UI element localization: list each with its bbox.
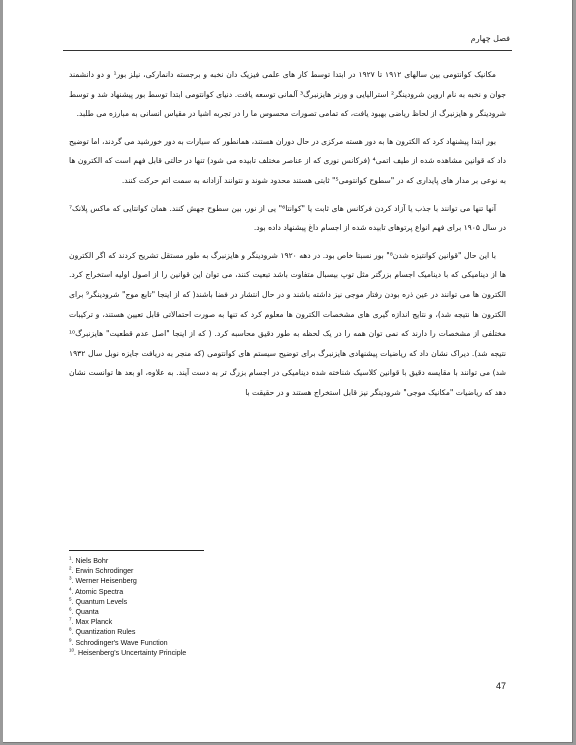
footnote-number: 2 bbox=[69, 565, 72, 571]
footnote-item bbox=[69, 648, 186, 658]
footnote-item bbox=[69, 576, 186, 586]
footnote-number: 5 bbox=[69, 596, 72, 602]
header-divider bbox=[63, 50, 512, 51]
footnote-item bbox=[69, 587, 186, 597]
footnote-item bbox=[69, 638, 186, 648]
body-text bbox=[69, 65, 506, 411]
footnote-text: . Erwin Schrodinger bbox=[71, 567, 134, 576]
page-number: 47 bbox=[495, 681, 506, 691]
footnote-number: 10 bbox=[69, 647, 75, 653]
paragraph-2: بور ابتدا پیشنهاد کرد که الکترون ها به دور هسته مرکزی در حال دوران هستند، همانطور که سیارات به دور خورشید می گردند، اما توضیح داد که قوانین مشاهده شده از طیف اتمی⁴ (فرکانس نوری که از عناصر مختلف تابیده می شود) تنها در حالتی قابل فهم است که الکترون ها به نوعی بر مدار های پایداری که در "سطوح کوانتومی⁵" ثابتی هستند محدود شوند و نتوانند آزادانه به سمت اتم حرکت کنند. bbox=[69, 136, 506, 185]
footnotes-list bbox=[69, 556, 186, 658]
footnote-number: 8 bbox=[69, 627, 72, 633]
footnote-number: 6 bbox=[69, 606, 72, 612]
paragraph-1: مکانیک کوانتومی بین سالهای ۱۹۱۲ تا ۱۹۲۷ در ابتدا توسط کار های علمی فیزیک دان نخبه و برجسته دانمارکی، نیلز بور¹ و دو دانشمند جوان و نخبه به نام اروین شرودینگر² استرالیایی و ورنر هایزنبرگ³ آلمانی توسعه یافت. دنیای کوانتومی ابتدا توسط بور پیشنهاد شد و توسط شرودینگر و هایزنبرگ از لحاظ ریاضی بهبود یافت، که تمامی تصورات محسوس ما را در تجربه اشیا در مقیاس انسانی به مبارزه می طلبد. bbox=[69, 70, 506, 119]
footnote-text: . Schrodinger's Wave Function bbox=[71, 638, 168, 647]
footnote-number: 7 bbox=[69, 616, 72, 622]
footnote-item bbox=[69, 607, 186, 617]
footnote-item bbox=[69, 627, 186, 637]
footnote-text: . Quantum Levels bbox=[71, 597, 128, 606]
footnote-divider bbox=[69, 550, 204, 551]
footnote-item bbox=[69, 617, 186, 627]
footnote-number: 1 bbox=[69, 555, 72, 561]
footnote-text: . Heisenberg's Uncertainty Principle bbox=[74, 648, 187, 657]
footnote-item bbox=[69, 597, 186, 607]
footnote-text: . Niels Bohr bbox=[71, 557, 109, 565]
footnote-item bbox=[69, 556, 186, 566]
footnote-text: . Quanta bbox=[71, 608, 99, 617]
footnote-item bbox=[69, 566, 186, 576]
footnote-number: 4 bbox=[69, 586, 72, 592]
chapter-header: فصل چهارم bbox=[470, 34, 510, 43]
document-page bbox=[3, 0, 573, 743]
footnote-number: 3 bbox=[69, 576, 72, 582]
footnote-text: . Atomic Spectra bbox=[71, 587, 124, 596]
paragraph-4: با این حال "قوانین کوانتیزه شدن⁸" بور نسبتا خاص بود. در دهه ۱۹۲۰ شرودینگر و هایزنبرگ به طور مستقل تشریح کردند که اگر الکترون ها از دینامیکی که با دینامیک اجسام بزرگتر مثل توپ بیسبال متفاوت باشد تبعیت کنند، می توان این قوانین را از اصول اولیه استخراج کرد. الکترون ها می توانند در عین ذره بودن رفتار موجی نیز داشته باشند و در حال انتشار در فضا باشند( که از اینجا "تابع موج" شرودینگر⁹ برای الکترون ها نتیجه شد)، و نتایج اندازه گیری های مشخصات الکترون ها معلوم کرد که تنها به صورت احتمالاتی قابل تعیین هستند، و ترکیبات مختلفی از مشخصات را دارند که نمی توان همه را در یک لحظه به طور دقیق محاسبه کرد. ( که از اینجا "اصل عدم قطعیت" هایزنبرگ¹⁰ نتیجه شد). دیراک نشان داد که ریاضیات پیشنهادی هایزنبرگ برای توضیح سیستم های کوانتومی (که منجر به دریافت جایزه نوبل سال ۱۹۳۲ شد) می توانند با مقایسه دقیق با قوانین کلاسیک شناخته شده دینامیکی در اجسام بزرگ تر به دست آیند. به علاوه، او بعد ها توانست نشان دهد که ریاضیات "مکانیک موجی" شرودینگر نیز قابل استخراج هستند و در حقیقت با bbox=[69, 250, 506, 397]
footnote-text: . Max Planck bbox=[71, 618, 113, 627]
footnote-number: 9 bbox=[69, 637, 72, 643]
footnote-text: . Werner Heisenberg bbox=[71, 577, 137, 586]
paragraph-3: آنها تنها می توانند با جذب یا آزاد کردن فرکانس های ثابت یا "کوانتا⁶" یی از نور، بین سطوح جهش کنند. همان کوانتایی که ماکس پلانک⁷ در سال ۱۹۰۵ برای فهم انواع پرتوهای تابیده شده از اجسام داغ پیشنهاد داده بود. bbox=[69, 203, 506, 233]
footnote-text: . Quantization Rules bbox=[71, 628, 136, 637]
